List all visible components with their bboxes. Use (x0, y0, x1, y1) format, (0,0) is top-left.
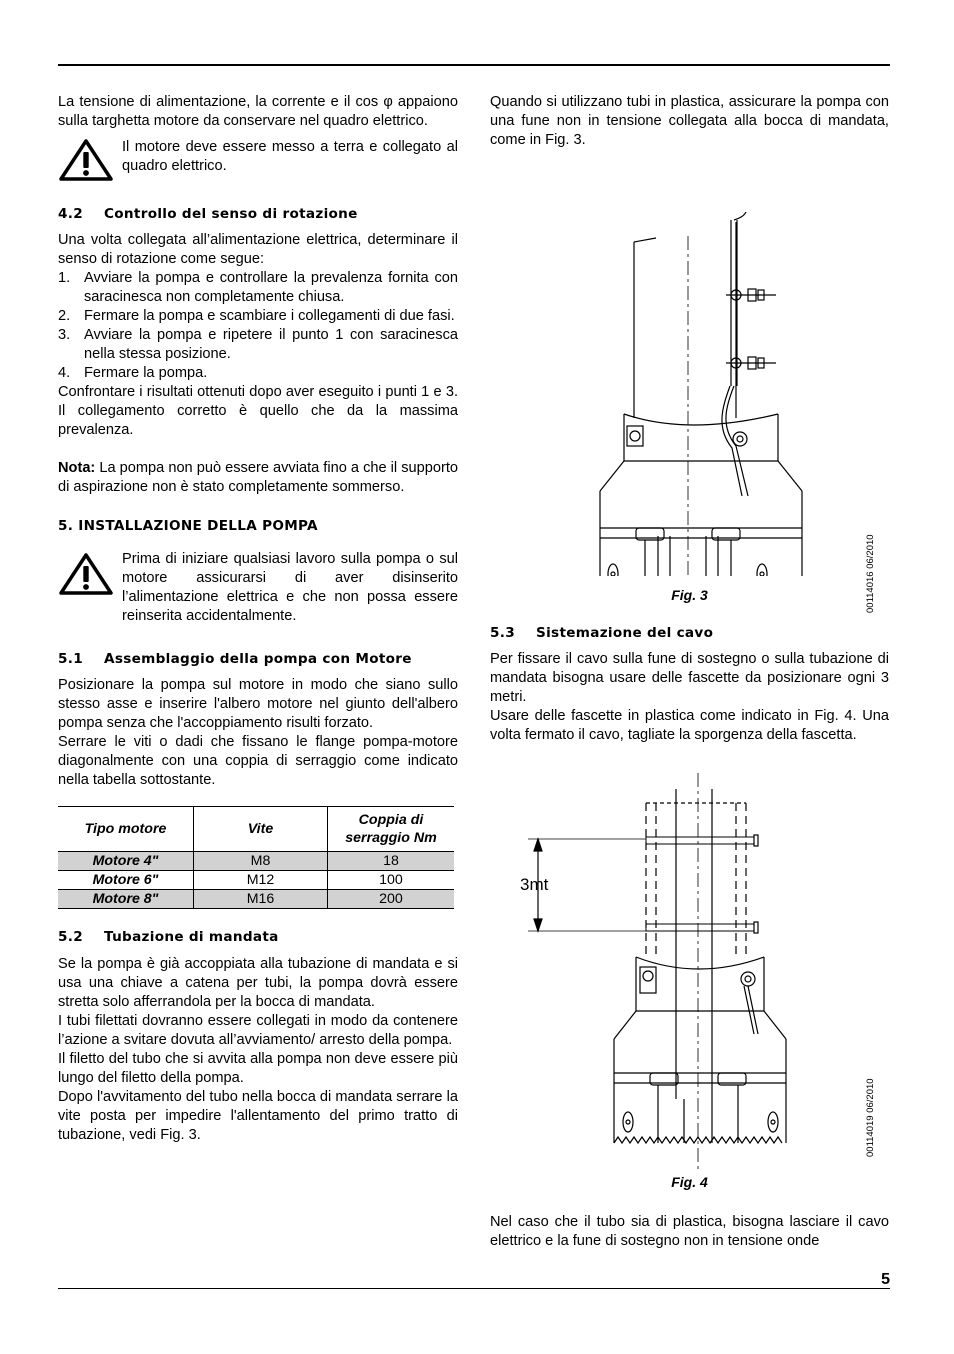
figure-4-code: 00114019 06/2010 (865, 1078, 876, 1157)
list-item: 1. Avviare la pompa e controllare la prevalenza fornita con saracinesca non completamente chiusa. (58, 270, 458, 305)
rotation-compare: Confrontare i risultati ottenuti dopo aver eseguito i punti 1 e 3. Il collegamento corretto è quello che da la massima prevalenza. (58, 384, 458, 438)
assembly-paragraph-2: Serrare le viti o dadi che fissano le flange pompa-motore diagonalmente con una coppia di serraggio come indicato nella tabella sottostante. (58, 734, 458, 788)
cable-paragraph-2: Usare delle fascette in plastica come indicato in Fig. 4. Una volta fermato il cavo, tagliate la sporgenza della fascetta. (490, 708, 889, 743)
cable-paragraph-1: Per fissare il cavo sulla fune di sostegno o sulla tubazione di mandata bisogna usare delle fascette da posizionare ogni 3 metri. (490, 651, 889, 705)
delivery-paragraph-2: I tubi filettati dovranno essere collegati in modo da contenere l’azione a svitare dovuta all’avviamento/ arresto della pompa. (58, 1013, 458, 1048)
dimension-label: 3mt (520, 875, 549, 894)
table-cell: M8 (194, 852, 328, 871)
delivery-paragraph-4: Dopo l'avvitamento del tubo nella bocca di mandata serrare la vite posta per impedire l'allentamento del primo tratto di tubazione, vedi Fig. 3. (58, 1089, 458, 1143)
warning-text-2: Prima di iniziare qualsiasi lavoro sulla pompa o sul motore assicurarsi di aver disinserito l’alimentazione elettrica e che non possa essere reinserita accidentalmente. (122, 551, 458, 624)
rotation-steps (58, 269, 458, 383)
warning-power (58, 550, 458, 626)
table-row (58, 890, 454, 909)
table-cell: 200 (328, 890, 455, 909)
delivery-paragraph-1: Se la pompa è già accoppiata alla tubazione di mandata e si usa una chiave a catena per tubi, la pompa dovrà essere stretta solo afferrandola per la bocca di mandata. (58, 956, 458, 1010)
warning-electrical (58, 138, 458, 188)
note-text: La pompa non può essere avviata fino a che il supporto di aspirazione non è stato completamente sommerso. (58, 460, 458, 495)
figure-4-caption: Fig. 4 (671, 1174, 708, 1190)
table-cell: 18 (328, 852, 455, 871)
section-5-heading: 5. INSTALLAZIONE DELLA POMPA (58, 518, 318, 534)
table-cell: M12 (194, 871, 328, 890)
table-cell: Motore 6" (58, 871, 194, 890)
table-cell: 100 (328, 871, 455, 890)
delivery-paragraph-3: Il filetto del tubo che si avvita alla pompa non deve essere più lungo del filetto della pompa. (58, 1051, 458, 1086)
page-number: 5 (881, 1271, 890, 1288)
table-cell: Motore 8" (58, 890, 194, 909)
list-item: 2. Fermare la pompa e scambiare i collegamenti di due fasi. (58, 308, 455, 324)
intro-paragraph: La tensione di alimentazione, la corrente e il cos φ appaiono sulla targhetta motore da conservare nel quadro elettrico. (58, 94, 458, 129)
list-item: 3. Avviare la pompa e ripetere il punto 1 con saracinesca nella stessa posizione. (58, 327, 458, 362)
plastic-pipe-intro: Quando si utilizzano tubi in plastica, assicurare la pompa con una fune non in tensione collegata alla bocca di mandata, come in Fig. 3. (490, 94, 889, 148)
figure-4 (490, 759, 889, 1169)
assembly-paragraph-1: Posizionare la pompa sul motore in modo che siano sullo stesso asse e inserire l'albero motore nel giunto dell'albero pompa senza che l'accoppiamento risulti forzato. (58, 677, 458, 731)
table-row (58, 852, 454, 871)
rotation-lead: Una volta collegata all’alimentazione elettrica, determinare il senso di rotazione come segue: (58, 232, 458, 267)
figure-3-code: 00114016 06/2010 (865, 534, 876, 613)
figure-3-drawing (490, 156, 889, 576)
table-row (58, 871, 454, 890)
note-paragraph (58, 459, 458, 497)
table-cell: Motore 4" (58, 852, 194, 871)
figure-4-drawing (490, 759, 889, 1169)
warning-triangle-icon (58, 138, 122, 188)
note-label: Nota: (58, 460, 96, 476)
figure-3-caption: Fig. 3 (671, 587, 708, 603)
table-header: Tipo motore (58, 807, 194, 852)
torque-table (58, 806, 454, 909)
list-item: 4. Fermare la pompa. (58, 365, 208, 381)
table-header: Vite (194, 807, 328, 852)
left-column (58, 93, 458, 1145)
section-5-2-heading: 5.2 Tubazione di mandata (58, 929, 279, 945)
section-4-2-heading: 4.2 Controllo del senso di rotazione (58, 206, 358, 222)
footer-rule (58, 1288, 890, 1289)
right-column (490, 93, 889, 1251)
table-header: Coppia di serraggio Nm (328, 807, 455, 852)
warning-triangle-icon (58, 550, 122, 602)
section-5-3-heading: 5.3 Sistemazione del cavo (490, 625, 714, 641)
section-5-1-heading: 5.1 Assemblaggio della pompa con Motore (58, 651, 412, 667)
warning-text-1: Il motore deve essere messo a terra e collegato al quadro elettrico. (122, 139, 458, 174)
table-header-row (58, 807, 454, 852)
header-rule (58, 64, 890, 66)
closing-paragraph: Nel caso che il tubo sia di plastica, bisogna lasciare il cavo elettrico e la fune di sostegno non in tensione onde (490, 1214, 889, 1249)
table-cell: M16 (194, 890, 328, 909)
